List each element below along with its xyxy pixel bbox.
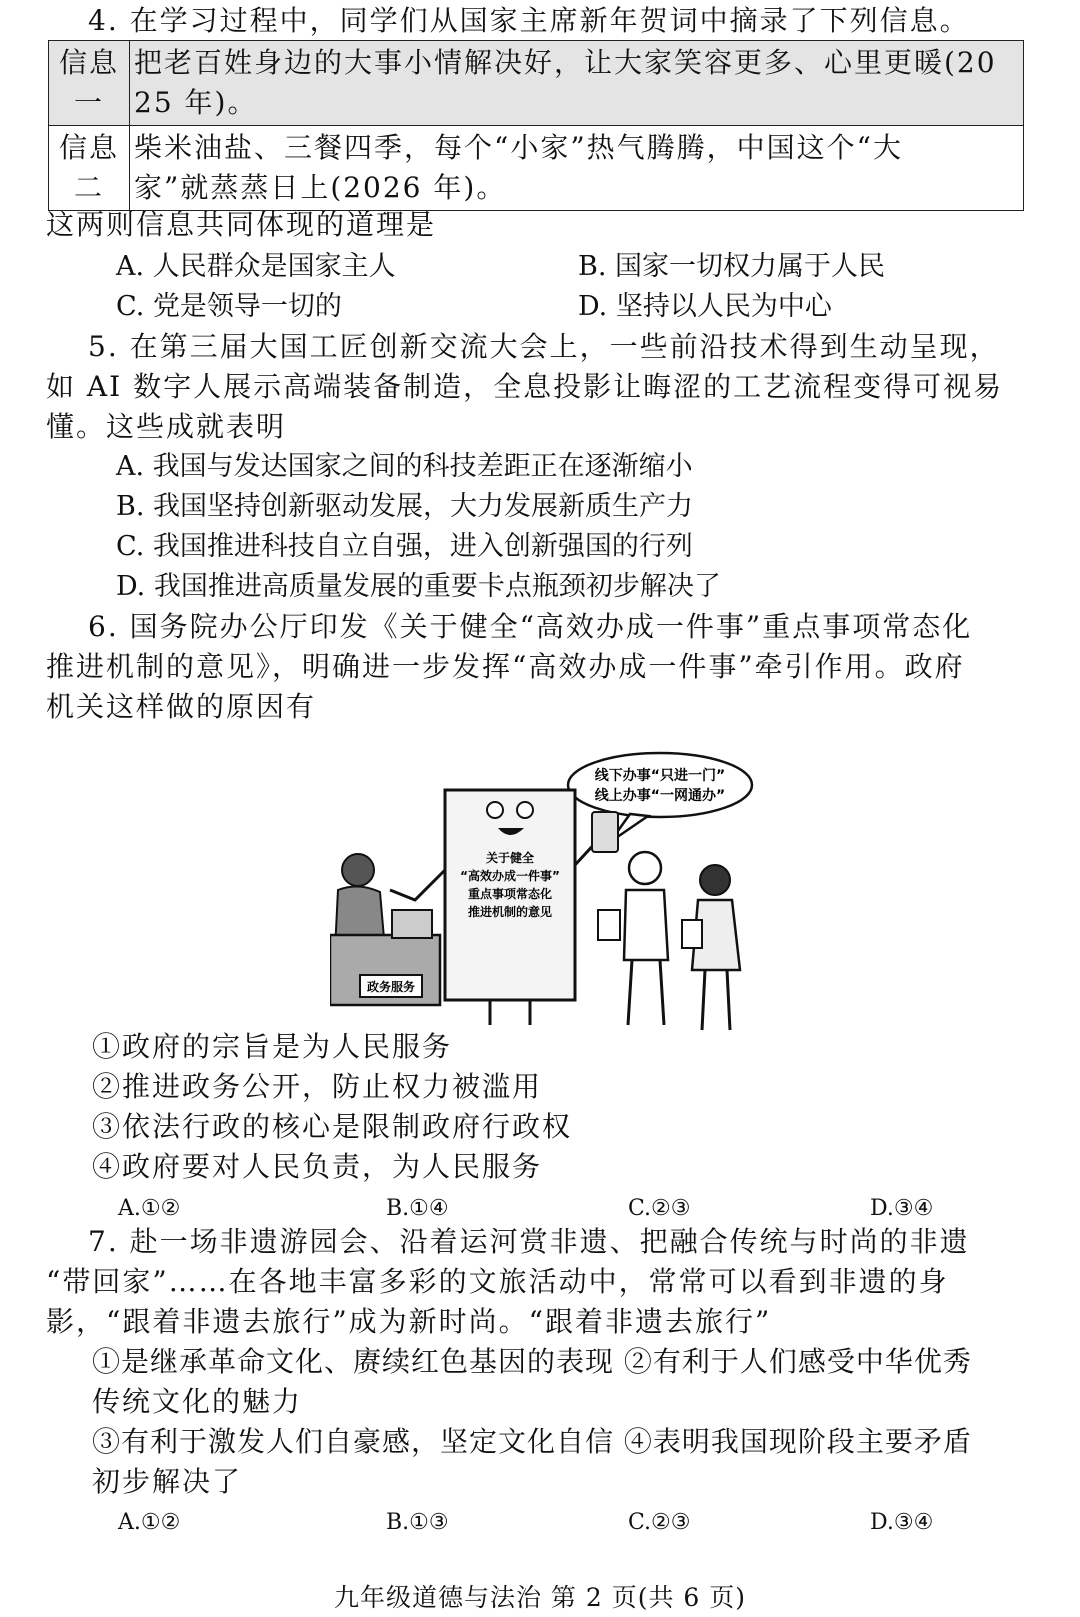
- q6-line-3: 机关这样做的原因有: [46, 690, 317, 723]
- info-label-line: 信息: [58, 131, 119, 164]
- q7-line-1: 7. 赴一场非遗游园会、沿着运河赏非遗、把融合传统与时尚的非遗: [88, 1225, 970, 1258]
- man-paper: [598, 910, 620, 940]
- q7-option-c: C.②③: [628, 1510, 691, 1535]
- q4-option-a: A. 人民群众是国家主人: [116, 251, 396, 282]
- info-label-line: 一: [73, 86, 104, 119]
- q5-option-b: B. 我国坚持创新驱动发展，大力发展新质生产力: [116, 491, 694, 522]
- doc-title-1: 关于健全: [485, 851, 535, 865]
- q4-option-d: D. 坚持以人民为中心: [578, 291, 832, 322]
- computer-monitor: [392, 910, 432, 938]
- info-text-line: 25 年)。: [134, 86, 258, 119]
- speech-bubble: [568, 753, 752, 817]
- q4-question: 这两则信息共同体现的道理是: [46, 208, 437, 241]
- q7-statement-line-1: ①是继承革命文化、赓续红色基因的表现 ②有利于人们感受中华优秀: [92, 1345, 972, 1378]
- info-text-line: 家”就蒸蒸日上(2026 年)。: [134, 171, 507, 204]
- info-text-line: 柴米油盐、三餐四季，每个“小家”热气腾腾，中国这个“大: [134, 131, 903, 164]
- q6-option-d: D.③④: [870, 1196, 934, 1221]
- doc-eye-left: [487, 802, 503, 818]
- q6-option-b: B.①④: [386, 1196, 449, 1221]
- q4-option-c: C. 党是领导一切的: [116, 291, 342, 322]
- table-row: [49, 41, 1024, 126]
- q5-line-1: 5. 在第三届大国工匠创新交流大会上，一些前沿技术得到生动呈现，: [88, 330, 1000, 363]
- page-footer: 九年级道德与法治 第 2 页(共 6 页): [333, 1583, 747, 1612]
- q7-statement-line-2: 传统文化的魅力: [92, 1385, 303, 1418]
- doc-legs: [490, 1000, 530, 1025]
- doc-arm-left: [390, 870, 445, 900]
- q7-option-d: D.③④: [870, 1510, 934, 1535]
- doc-title-3: 重点事项常态化: [467, 887, 553, 901]
- doc-eye-right: [517, 802, 533, 818]
- q7-statement-line-3: ③有利于激发人们自豪感，坚定文化自信 ④表明我国现阶段主要矛盾: [92, 1425, 972, 1458]
- info-text: [130, 126, 1024, 211]
- q5-option-d: D. 我国推进高质量发展的重要卡点瓶颈初步解决了: [116, 571, 721, 602]
- q6-statement-3: ③依法行政的核心是限制政府行政权: [92, 1110, 573, 1143]
- q4-stem: 4. 在学习过程中，同学们从国家主席新年贺词中摘录了下列信息。: [88, 4, 970, 37]
- clerk-head: [342, 854, 374, 886]
- q4-option-b: B. 国家一切权力属于人民: [578, 251, 886, 282]
- info-text-line: 把老百姓身边的大事小情解决好，让大家笑容更多、心里更暖(20: [134, 46, 997, 79]
- government-service-cartoon: [330, 750, 760, 1050]
- q7-statement-line-4: 初步解决了: [92, 1465, 243, 1498]
- info-label-line: 二: [73, 171, 104, 204]
- q7-line-3: 影，“跟着非遗去旅行”成为新时尚。“跟着非遗去旅行”: [46, 1305, 772, 1338]
- desk-sign-text: 政务服务: [366, 980, 416, 994]
- table-row: [49, 126, 1024, 211]
- info-label-line: 信息: [58, 46, 119, 79]
- q7-line-2: “带回家”……在各地丰富多彩的文旅活动中，常常可以看到非遗的身: [46, 1265, 949, 1298]
- bubble-text-1: 线下办事“只进一门”: [594, 768, 726, 784]
- q6-statement-4: ④政府要对人民负责，为人民服务: [92, 1150, 543, 1183]
- woman-head: [700, 865, 730, 895]
- q5-line-3: 懂。这些成就表明: [46, 410, 287, 443]
- bubble-text-2: 线上办事“一网通办”: [594, 788, 726, 804]
- q5-option-c: C. 我国推进科技自立自强，进入创新强国的行列: [116, 531, 693, 562]
- q6-option-a: A.①②: [118, 1196, 181, 1221]
- man-legs: [628, 960, 664, 1025]
- doc-title-4: 推进机制的意见: [467, 905, 553, 919]
- man-body: [624, 890, 668, 960]
- q7-option-b: B.①③: [386, 1510, 449, 1535]
- info-label: [49, 126, 130, 211]
- q5-line-2: 如 AI 数字人展示高端装备制造，全息投影让晦涩的工艺流程变得可视易: [46, 370, 1004, 403]
- q6-line-1: 6. 国务院办公厅印发《关于健全“高效办成一件事”重点事项常态化: [88, 610, 973, 643]
- info-label: [49, 41, 130, 126]
- woman-paper: [682, 920, 702, 948]
- info-table: [48, 40, 1024, 211]
- q6-option-c: C.②③: [628, 1196, 691, 1221]
- man-head: [629, 852, 661, 884]
- q6-statement-1: ①政府的宗旨是为人民服务: [92, 1030, 453, 1063]
- doc-title-2: “高效办成一件事”: [460, 869, 560, 883]
- info-text: [130, 41, 1024, 126]
- phone-icon: [592, 812, 618, 852]
- woman-legs: [702, 970, 730, 1030]
- q7-option-a: A.①②: [118, 1510, 181, 1535]
- q5-option-a: A. 我国与发达国家之间的科技差距正在逐渐缩小: [116, 451, 693, 482]
- q6-line-2: 推进机制的意见》，明确进一步发挥“高效办成一件事”牵引作用。政府: [46, 650, 965, 683]
- q6-statement-2: ②推进政务公开，防止权力被滥用: [92, 1070, 543, 1103]
